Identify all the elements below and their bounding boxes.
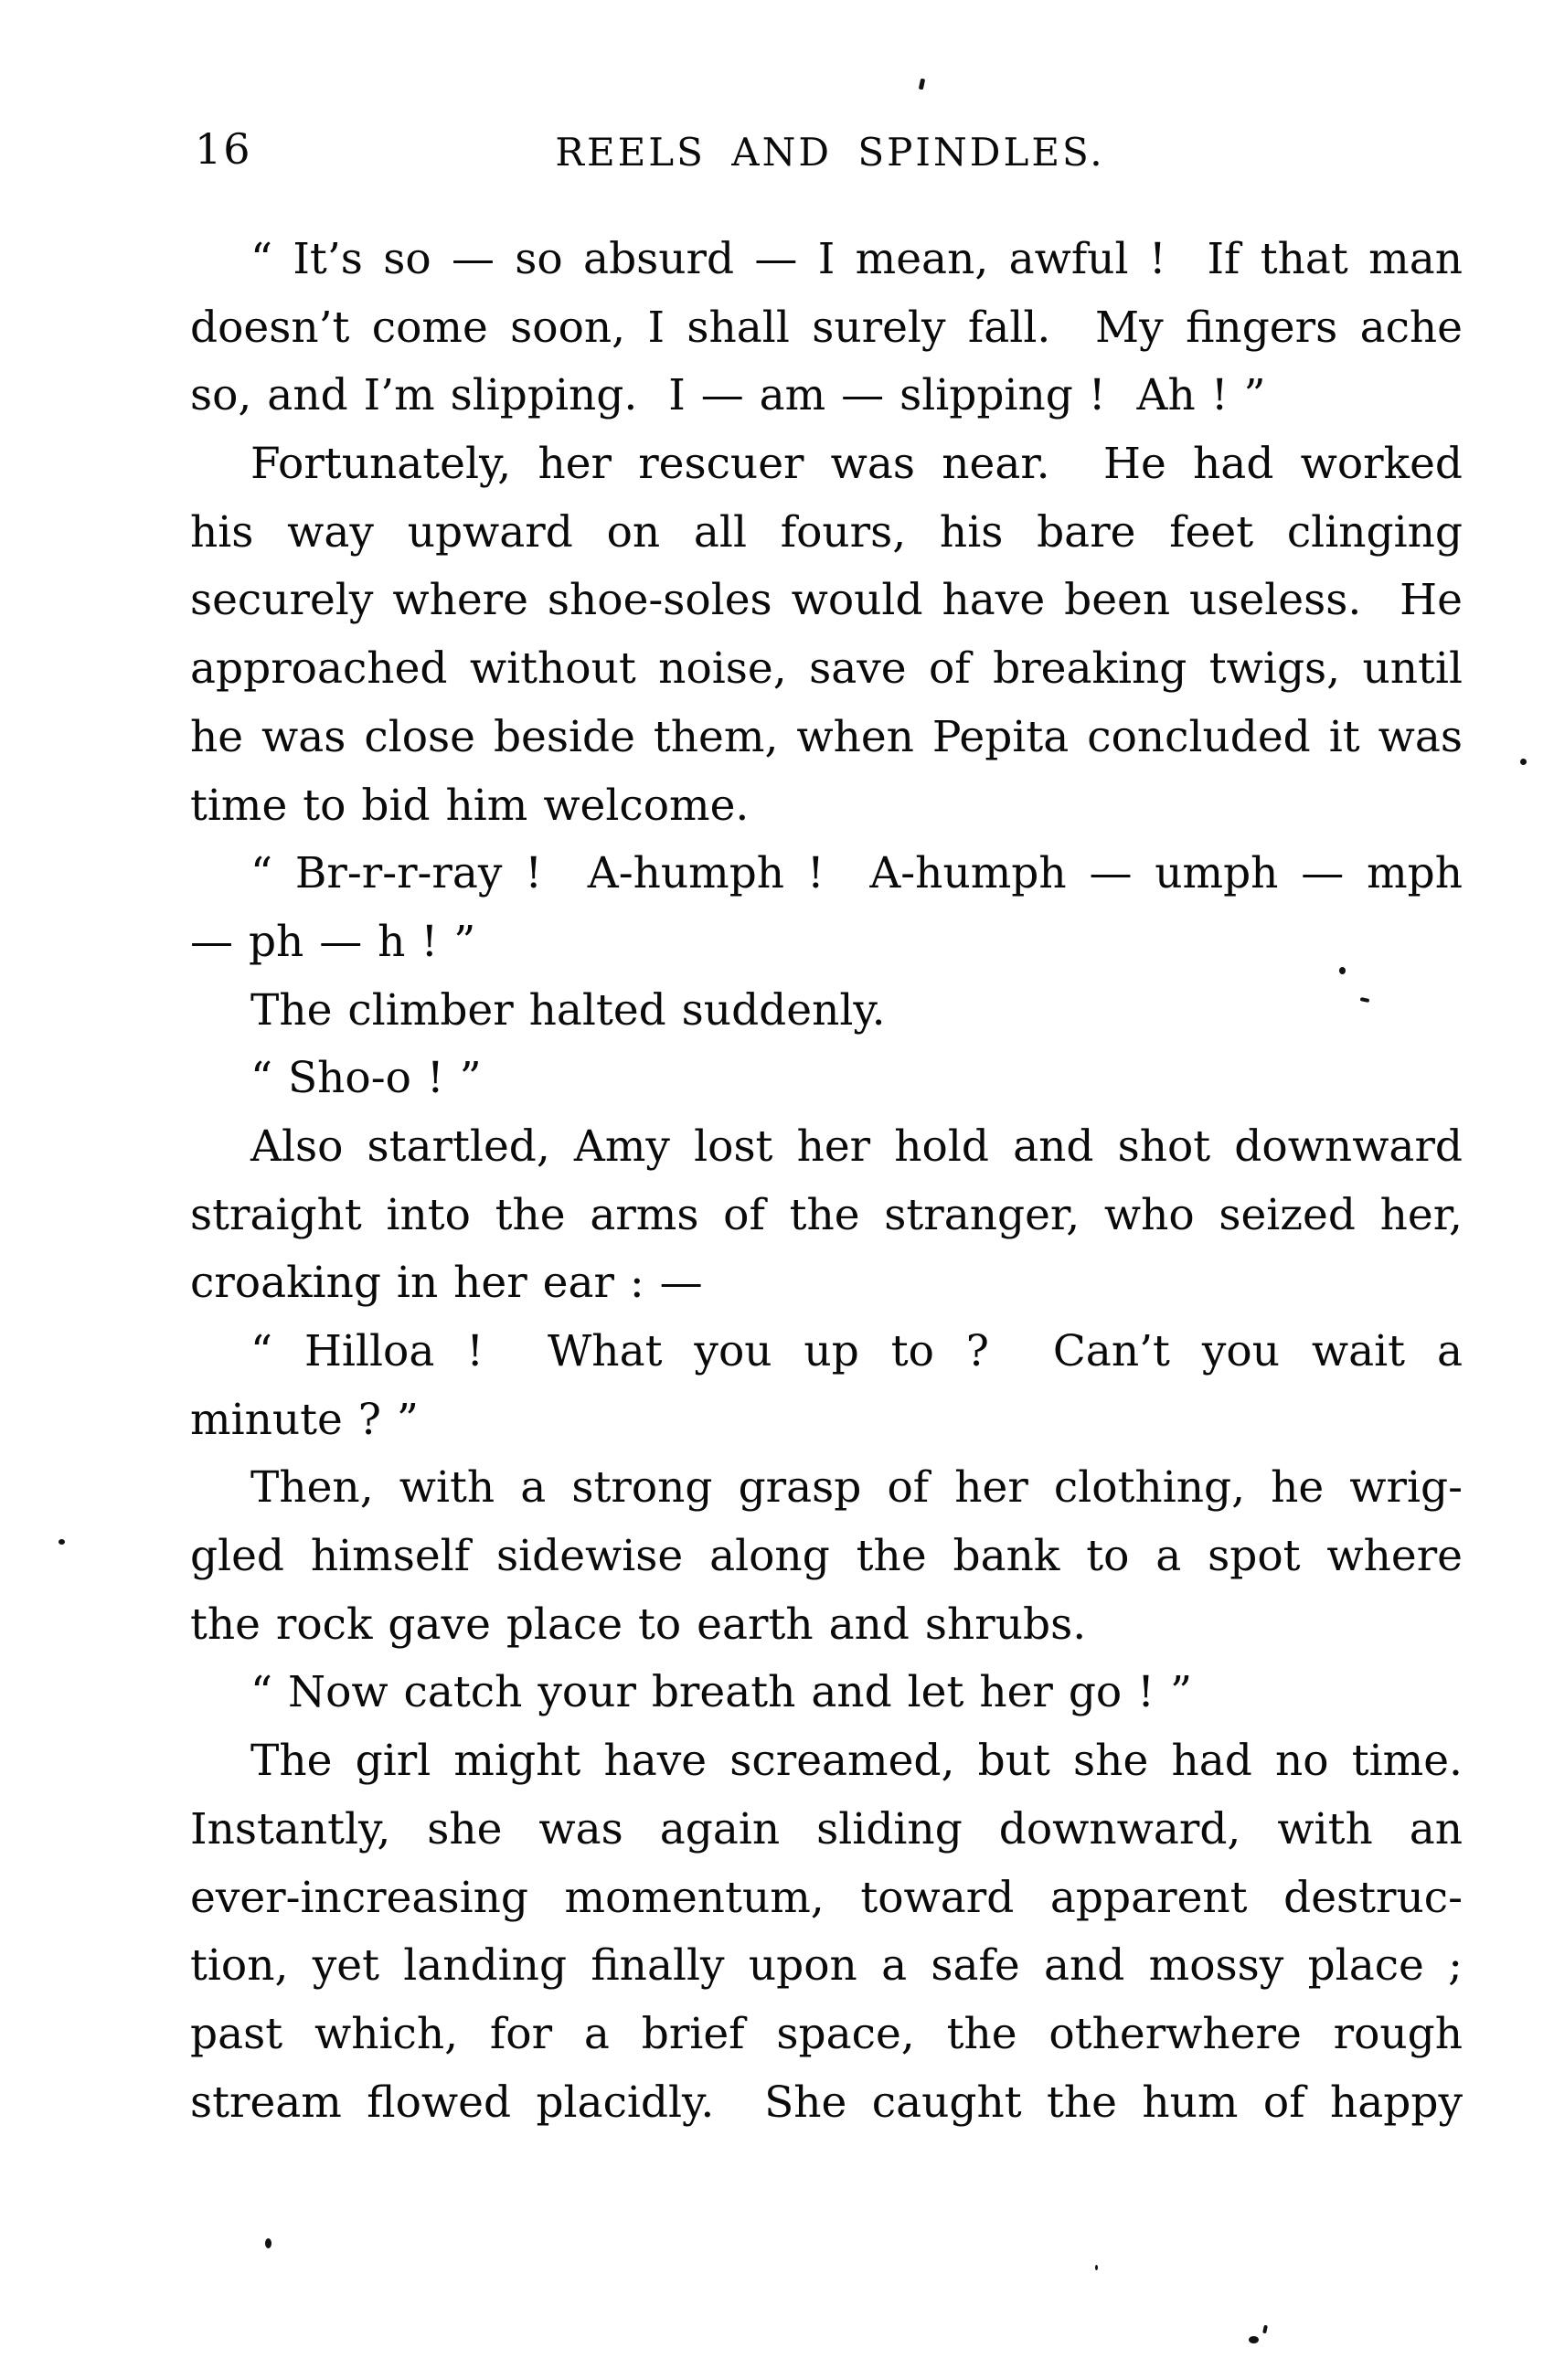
text-line: Fortunately, her rescuer was near. He had worked [250, 439, 1463, 490]
text-line: The climber halted suddenly. [250, 984, 886, 1036]
scan-speck [59, 1539, 65, 1545]
text-line: he was close beside them, when Pepita concluded it was [190, 711, 1463, 762]
body-text [190, 226, 1463, 2137]
text-line: tion, yet landing finally upon a safe and mossy place ; [190, 1940, 1463, 1992]
scan-speck [265, 2238, 271, 2248]
text-line: “ Sho-o ! ” [250, 1053, 482, 1104]
text-line: “ Hilloa ! What you up to ? Can’t you wait a [250, 1326, 1463, 1376]
running-title: REELS AND SPINDLES. [555, 130, 1105, 175]
text-line: approached without noise, save of breaking twigs, until [190, 643, 1463, 695]
scan-speck [1249, 2336, 1259, 2343]
text-line: so, and I’m slipping. I — am — slipping ! Ah ! ” [190, 370, 1266, 421]
text-line: the rock gave place to earth and shrubs. [190, 1599, 1087, 1650]
text-line: “ Now catch your breath and let her go ! ” [250, 1667, 1192, 1718]
scan-speck [1262, 2325, 1268, 2334]
text-line: croaking in her ear : — [190, 1258, 703, 1309]
text-line: doesn’t come soon, I shall surely fall. My fingers ache [190, 302, 1463, 353]
scan-speck [1520, 759, 1527, 765]
text-line: Instantly, she was again sliding downward, with an [190, 1803, 1463, 1854]
text-line: minute ? ” [190, 1394, 419, 1445]
scan-speck [1095, 2265, 1098, 2270]
text-line: Then, with a strong grasp of her clothing, he wrig- [250, 1462, 1463, 1514]
text-line: past which, for a brief space, the otherwhere rough [190, 2008, 1463, 2059]
text-line: — ph — h ! ” [190, 916, 476, 967]
text-line: stream flowed placidly. She caught the hum of happy [190, 2077, 1463, 2128]
text-line: gled himself sidewise along the bank to a spot where [190, 1531, 1463, 1582]
text-line: Also startled, Amy lost her hold and shot downward [250, 1121, 1463, 1172]
text-line: time to bid him welcome. [190, 780, 750, 831]
text-line: securely where shoe-soles would have been useless. He [190, 575, 1463, 626]
scan-speck [1339, 967, 1346, 974]
text-line: his way upward on all fours, his bare feet clinging [190, 506, 1463, 558]
page-number: 16 [195, 124, 252, 174]
text-line: straight into the arms of the stranger, who seized her, [190, 1189, 1463, 1240]
text-line: “ Br-r-r-ray ! A-humph ! A-humph — umph — mph [250, 848, 1463, 899]
scan-speck [919, 79, 925, 90]
text-line: ever-increasing momentum, toward apparent destruc- [190, 1872, 1463, 1923]
text-line: “ It’s so — so absurd — I mean, awful ! If that man [250, 234, 1463, 284]
text-line: The girl might have screamed, but she had no time. [250, 1736, 1463, 1787]
